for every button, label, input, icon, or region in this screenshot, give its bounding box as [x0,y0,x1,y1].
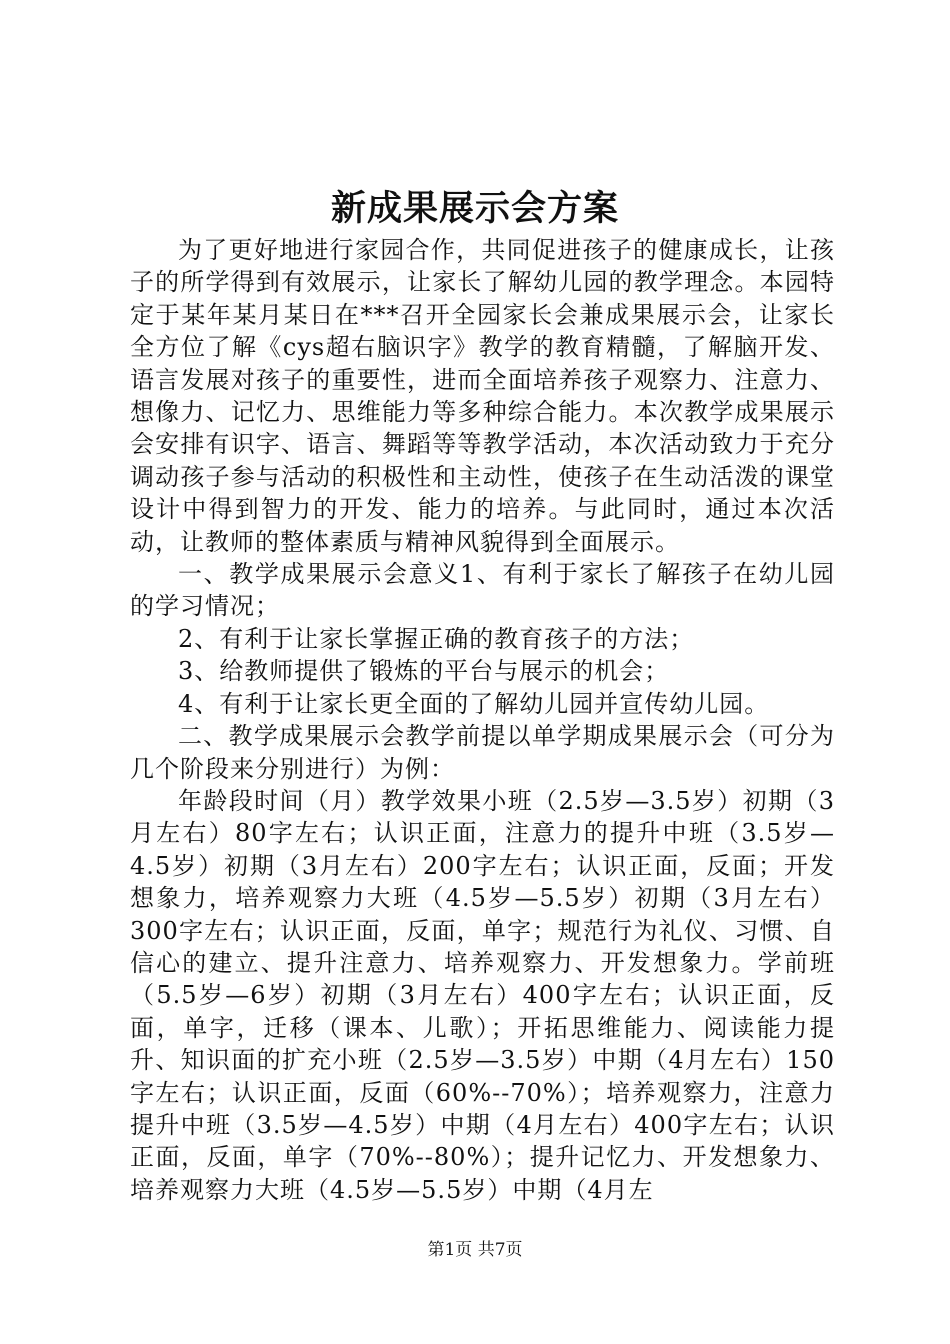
paragraph-item-2: 2、有利于让家长掌握正确的教育孩子的方法； [178,624,695,653]
paragraph-intro: 为了更好地进行家园合作，共同促进孩子的健康成长，让孩子的所学得到有效展示，让家长了解幼儿园的教学理念。本园特定于某年某月某日在***召开全园家长会兼成果展示会，让家长全方位了解《cys超右脑识字》教学的教育精髓，了解脑开发、语言发展对孩子的重要性，进而全面培养孩子观察力、注意力、想像力、记忆力、思维能力等多种综合能力。本次教学成果展示会安排有识字、语言、舞蹈等等教学活动，本次活动致力于充分调动孩子参与活动的积极性和主动性，使孩子在生动活泼的课堂设计中得到智力的开发、能力的培养。与此同时，通过本次活动，让教师的整体素质与精神风貌得到全面展示。 [130,236,835,556]
paragraph-section-2: 二、教学成果展示会教学前提以单学期成果展示会（可分为几个阶段来分别进行）为例： [130,722,835,783]
page-footer: 第1页 共7页 [427,1240,523,1260]
document-title: 新成果展示会方案 [330,188,619,229]
document-body [130,234,835,1206]
paragraph-item-4: 4、有利于让家长更全面的了解幼儿园并宣传幼儿园。 [178,689,770,718]
paragraph-section-1: 一、教学成果展示会意义1、有利于家长了解孩子在幼儿园的学习情况； [130,560,835,621]
paragraph-item-3: 3、给教师提供了锻炼的平台与展示的机会； [178,657,670,686]
paragraph-schedule: 年龄段时间（月）教学效果小班（2.5岁—3.5岁）初期（3月左右）80字左右；认识正面，注意力的提升中班（3.5岁—4.5岁）初期（3月左右）200字左右；认识正面，反面；开发想象力，培养观察力大班（4.5岁—5.5岁）初期（3月左右）300字左右；认识正面，反面，单字；规范行为礼仪、习惯、自信心的建立、提升注意力、培养观察力、开发想象力。学前班（5.5岁—6岁）初期（3月左右）400字左右；认识正面，反面，单字，迁移（课本、儿歌）；开拓思维能力、阅读能力提升、知识面的扩充小班（2.5岁—3.5岁）中期（4月左右）150字左右；认识正面，反面（60%--70%）；培养观察力，注意力提升中班（3.5岁—4.5岁）中期（4月左右）400字左右；认识正面，反面，单字（70%--80%）；提升记忆力、开发想象力、培养观察力大班（4.5岁—5.5岁）中期（4月左 [130,786,835,1204]
